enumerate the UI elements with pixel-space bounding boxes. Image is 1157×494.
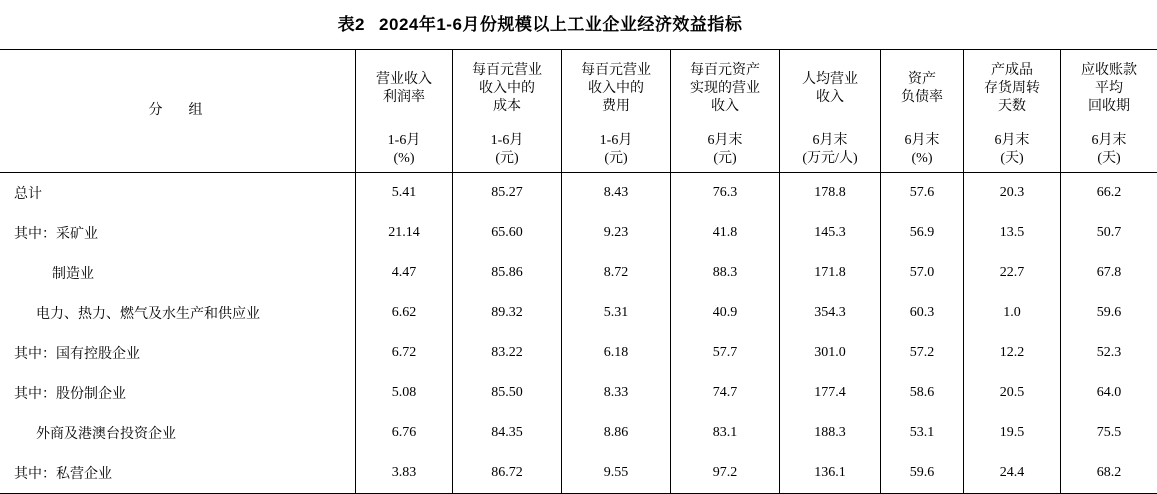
cell-revenue-per-capita: 145.3 xyxy=(780,213,881,253)
cell-expense-per-100: 5.31 xyxy=(562,293,671,333)
table-number: 表2 xyxy=(337,15,366,34)
row-label: 电力、热力、燃气及水生产和供应业 xyxy=(0,293,356,333)
cell-revenue-per-100-assets: 40.9 xyxy=(671,293,780,333)
cell-receivables-period: 75.5 xyxy=(1061,413,1157,453)
unit-header-expense-per-100 xyxy=(562,128,671,173)
cell-inventory-turnover-days: 22.7 xyxy=(964,253,1061,293)
unit-header-debt-ratio xyxy=(881,128,964,173)
header-line-1: 每百元资产 xyxy=(690,63,760,79)
cell-expense-per-100: 8.43 xyxy=(562,173,671,214)
header-line-3: 成本 xyxy=(493,98,521,114)
row-label: 其中：国有控股企业 xyxy=(0,333,356,373)
header-line-2: 负债率 xyxy=(901,90,943,105)
column-header-revenue-per-100-assets xyxy=(671,50,780,129)
table-row xyxy=(0,213,1157,253)
column-header-group: 分 组 xyxy=(0,50,356,173)
unit-label: (元) xyxy=(713,151,737,166)
table-row xyxy=(0,453,1157,494)
unit-header-receivables-period xyxy=(1061,128,1157,173)
row-label: 制造业 xyxy=(0,253,356,293)
period-label: 1-6月 xyxy=(387,132,421,148)
header-line-2: 平均 xyxy=(1095,81,1123,97)
header-line-1: 每百元营业 xyxy=(581,63,651,79)
row-label: 其中：私营企业 xyxy=(0,453,356,494)
cell-inventory-turnover-days: 20.3 xyxy=(964,173,1061,214)
column-header-receivables-period xyxy=(1061,50,1157,129)
header-line-2: 存货周转 xyxy=(984,81,1040,97)
column-header-revenue-per-capita xyxy=(780,50,881,129)
cell-debt-ratio: 56.9 xyxy=(881,213,964,253)
table-row xyxy=(0,373,1157,413)
header-line-3: 费用 xyxy=(602,98,630,114)
unit-header-profit-margin xyxy=(356,128,453,173)
cell-receivables-period: 66.2 xyxy=(1061,173,1157,214)
header-line-2: 收入中的 xyxy=(588,81,644,97)
header-line-1: 应收账款 xyxy=(1081,63,1137,79)
header-line-2: 利润率 xyxy=(383,90,425,105)
cell-profit-margin: 6.76 xyxy=(356,413,453,453)
cell-debt-ratio: 60.3 xyxy=(881,293,964,333)
unit-label: (万元/人) xyxy=(802,151,858,166)
cell-revenue-per-capita: 354.3 xyxy=(780,293,881,333)
cell-inventory-turnover-days: 1.0 xyxy=(964,293,1061,333)
cell-debt-ratio: 58.6 xyxy=(881,373,964,413)
cell-profit-margin: 3.83 xyxy=(356,453,453,494)
header-line-2: 收入中的 xyxy=(479,81,535,97)
table-row xyxy=(0,293,1157,333)
header-line-1: 资产 xyxy=(908,72,936,88)
cell-debt-ratio: 57.6 xyxy=(881,173,964,214)
cell-expense-per-100: 8.72 xyxy=(562,253,671,293)
cell-revenue-per-100-assets: 57.7 xyxy=(671,333,780,373)
cell-expense-per-100: 6.18 xyxy=(562,333,671,373)
cell-revenue-per-capita: 188.3 xyxy=(780,413,881,453)
cell-profit-margin: 21.14 xyxy=(356,213,453,253)
table-title-text: 2024年1-6月份规模以上工业企业经济效益指标 xyxy=(379,15,743,34)
unit-header-revenue-per-100-assets xyxy=(671,128,780,173)
header-line-1: 人均营业 xyxy=(802,72,858,88)
cell-receivables-period: 59.6 xyxy=(1061,293,1157,333)
header-line-1: 产成品 xyxy=(991,63,1033,79)
cell-expense-per-100: 9.23 xyxy=(562,213,671,253)
cell-expense-per-100: 9.55 xyxy=(562,453,671,494)
cell-cost-per-100: 85.27 xyxy=(453,173,562,214)
unit-label: (天) xyxy=(1097,151,1121,166)
cell-profit-margin: 6.72 xyxy=(356,333,453,373)
header-line-1: 营业收入 xyxy=(376,72,432,88)
cell-inventory-turnover-days: 19.5 xyxy=(964,413,1061,453)
cell-revenue-per-100-assets: 97.2 xyxy=(671,453,780,494)
cell-debt-ratio: 57.2 xyxy=(881,333,964,373)
cell-debt-ratio: 57.0 xyxy=(881,253,964,293)
cell-cost-per-100: 83.22 xyxy=(453,333,562,373)
header-line-3: 收入 xyxy=(711,98,739,114)
cell-revenue-per-100-assets: 76.3 xyxy=(671,173,780,214)
cell-receivables-period: 64.0 xyxy=(1061,373,1157,413)
cell-cost-per-100: 89.32 xyxy=(453,293,562,333)
cell-receivables-period: 52.3 xyxy=(1061,333,1157,373)
cell-profit-margin: 5.08 xyxy=(356,373,453,413)
cell-inventory-turnover-days: 12.2 xyxy=(964,333,1061,373)
header-line-2: 收入 xyxy=(816,90,844,105)
cell-revenue-per-capita: 301.0 xyxy=(780,333,881,373)
cell-revenue-per-100-assets: 41.8 xyxy=(671,213,780,253)
row-label: 总计 xyxy=(0,173,356,214)
unit-label: (天) xyxy=(1000,151,1024,166)
table-row xyxy=(0,253,1157,293)
cell-inventory-turnover-days: 24.4 xyxy=(964,453,1061,494)
table-header xyxy=(0,50,1157,173)
cell-revenue-per-capita: 178.8 xyxy=(780,173,881,214)
period-label: 1-6月 xyxy=(490,132,524,148)
cell-profit-margin: 4.47 xyxy=(356,253,453,293)
column-header-profit-margin xyxy=(356,50,453,129)
cell-profit-margin: 6.62 xyxy=(356,293,453,333)
header-line-1: 每百元营业 xyxy=(472,63,542,79)
period-label: 6月末 xyxy=(1091,132,1127,148)
table-row xyxy=(0,413,1157,453)
cell-expense-per-100: 8.33 xyxy=(562,373,671,413)
header-line-3: 天数 xyxy=(998,98,1026,114)
cell-receivables-period: 68.2 xyxy=(1061,453,1157,494)
cell-debt-ratio: 59.6 xyxy=(881,453,964,494)
header-row-main xyxy=(0,50,1157,129)
period-label: 6月末 xyxy=(707,132,743,148)
row-label: 其中：股份制企业 xyxy=(0,373,356,413)
unit-header-revenue-per-capita xyxy=(780,128,881,173)
cell-revenue-per-capita: 177.4 xyxy=(780,373,881,413)
cell-cost-per-100: 65.60 xyxy=(453,213,562,253)
cell-cost-per-100: 86.72 xyxy=(453,453,562,494)
cell-profit-margin: 5.41 xyxy=(356,173,453,214)
cell-revenue-per-100-assets: 83.1 xyxy=(671,413,780,453)
cell-revenue-per-capita: 136.1 xyxy=(780,453,881,494)
row-label: 其中：采矿业 xyxy=(0,213,356,253)
table-row xyxy=(0,173,1157,214)
column-header-debt-ratio xyxy=(881,50,964,129)
cell-receivables-period: 50.7 xyxy=(1061,213,1157,253)
cell-inventory-turnover-days: 20.5 xyxy=(964,373,1061,413)
column-header-cost-per-100 xyxy=(453,50,562,129)
column-header-inventory-turnover-days xyxy=(964,50,1061,129)
header-line-3: 回收期 xyxy=(1088,98,1130,114)
cell-revenue-per-100-assets: 74.7 xyxy=(671,373,780,413)
column-header-expense-per-100 xyxy=(562,50,671,129)
cell-revenue-per-capita: 171.8 xyxy=(780,253,881,293)
cell-cost-per-100: 85.86 xyxy=(453,253,562,293)
page-title xyxy=(0,0,1080,49)
cell-inventory-turnover-days: 13.5 xyxy=(964,213,1061,253)
row-label: 外商及港澳台投资企业 xyxy=(0,413,356,453)
period-label: 6月末 xyxy=(812,132,848,148)
cell-receivables-period: 67.8 xyxy=(1061,253,1157,293)
period-label: 6月末 xyxy=(904,132,940,148)
economic-indicators-table xyxy=(0,49,1157,494)
cell-cost-per-100: 84.35 xyxy=(453,413,562,453)
unit-header-cost-per-100 xyxy=(453,128,562,173)
period-label: 1-6月 xyxy=(599,132,633,148)
header-line-2: 实现的营业 xyxy=(690,81,760,97)
unit-header-inventory-turnover-days xyxy=(964,128,1061,173)
cell-debt-ratio: 53.1 xyxy=(881,413,964,453)
table-body xyxy=(0,173,1157,494)
unit-label: (%) xyxy=(911,151,933,166)
unit-label: (%) xyxy=(393,151,415,166)
unit-label: (元) xyxy=(495,151,519,166)
unit-label: (元) xyxy=(604,151,628,166)
cell-expense-per-100: 8.86 xyxy=(562,413,671,453)
cell-cost-per-100: 85.50 xyxy=(453,373,562,413)
cell-revenue-per-100-assets: 88.3 xyxy=(671,253,780,293)
period-label: 6月末 xyxy=(994,132,1030,148)
table-row xyxy=(0,333,1157,373)
